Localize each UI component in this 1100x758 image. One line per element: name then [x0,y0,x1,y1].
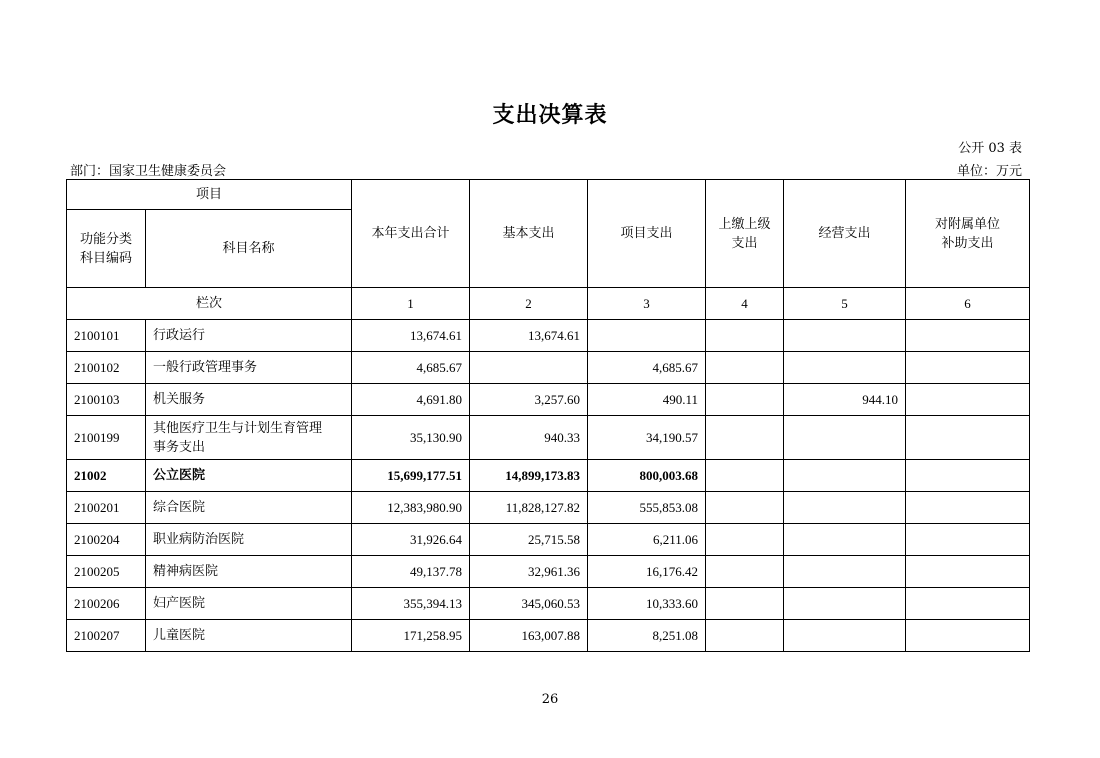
table-row [67,492,1030,524]
subject-name: 一般行政管理事务 [146,352,352,384]
total-cell: 355,394.13 [352,588,470,620]
basic-cell: 25,715.58 [470,524,588,556]
total-cell: 4,691.80 [352,384,470,416]
header-func-code: 功能分类 科目编码 [67,210,146,288]
upper-cell [706,556,784,588]
upper-cell [706,492,784,524]
table-row [67,620,1030,652]
table-row-subtotal [67,460,1030,492]
func-code: 2100101 [67,320,146,352]
subject-name: 其他医疗卫生与计划生育管理 事务支出 [146,416,352,460]
subject-name: 机关服务 [146,384,352,416]
func-code: 21002 [67,460,146,492]
total-cell: 35,130.90 [352,416,470,460]
business-cell: 944.10 [784,384,906,416]
total-cell: 4,685.67 [352,352,470,384]
header-total: 本年支出合计 [352,180,470,288]
subsidy-cell [906,320,1030,352]
project-cell: 10,333.60 [588,588,706,620]
table-row [67,416,1030,460]
subject-name: 妇产医院 [146,588,352,620]
subject-name: 儿童医院 [146,620,352,652]
unit-label: 单位：万元 [956,164,1022,179]
header-business: 经营支出 [784,180,906,288]
business-cell [784,492,906,524]
table-row [67,588,1030,620]
col-number: 2 [470,288,588,320]
total-cell: 12,383,980.90 [352,492,470,524]
business-cell [784,588,906,620]
business-cell [784,320,906,352]
subject-name: 职业病防治医院 [146,524,352,556]
subject-name: 公立医院 [146,460,352,492]
business-cell [784,524,906,556]
func-code: 2100102 [67,352,146,384]
project-cell: 490.11 [588,384,706,416]
table-row [67,320,1030,352]
col-number: 5 [784,288,906,320]
header-item: 项目 [67,180,352,210]
basic-cell [470,352,588,384]
table-row [67,556,1030,588]
business-cell [784,352,906,384]
subsidy-cell [906,416,1030,460]
col-number: 3 [588,288,706,320]
business-cell [784,556,906,588]
basic-cell: 32,961.36 [470,556,588,588]
table-row [67,352,1030,384]
header-subject-name: 科目名称 [146,210,352,288]
header-subsidy: 对附属单位 补助支出 [906,180,1030,288]
subsidy-cell [906,620,1030,652]
basic-cell: 3,257.60 [470,384,588,416]
business-cell [784,460,906,492]
expenditure-table [66,179,1030,652]
subject-name: 行政运行 [146,320,352,352]
func-code: 2100199 [67,416,146,460]
table-row [67,384,1030,416]
project-cell: 16,176.42 [588,556,706,588]
col-number: 4 [706,288,784,320]
total-cell: 15,699,177.51 [352,460,470,492]
table-row [67,524,1030,556]
report-title: 支出决算表 [492,103,608,128]
subject-name: 综合医院 [146,492,352,524]
func-code: 2100205 [67,556,146,588]
subsidy-cell [906,588,1030,620]
upper-cell [706,588,784,620]
project-cell: 555,853.08 [588,492,706,524]
col-number: 6 [906,288,1030,320]
basic-cell: 11,828,127.82 [470,492,588,524]
total-cell: 171,258.95 [352,620,470,652]
subsidy-cell [906,524,1030,556]
business-cell [784,620,906,652]
total-cell: 31,926.64 [352,524,470,556]
header-project: 项目支出 [588,180,706,288]
func-code: 2100207 [67,620,146,652]
project-cell [588,320,706,352]
upper-cell [706,460,784,492]
project-cell: 34,190.57 [588,416,706,460]
upper-cell [706,524,784,556]
department-label: 部门：国家卫生健康委员会 [70,164,227,179]
upper-cell [706,416,784,460]
subsidy-cell [906,492,1030,524]
business-cell [784,416,906,460]
basic-cell: 345,060.53 [470,588,588,620]
project-cell: 800,003.68 [588,460,706,492]
subsidy-cell [906,556,1030,588]
subsidy-cell [906,384,1030,416]
project-cell: 6,211.06 [588,524,706,556]
basic-cell: 13,674.61 [470,320,588,352]
project-cell: 4,685.67 [588,352,706,384]
subject-name: 精神病医院 [146,556,352,588]
func-code: 2100201 [67,492,146,524]
project-cell: 8,251.08 [588,620,706,652]
func-code: 2100204 [67,524,146,556]
col-number: 1 [352,288,470,320]
func-code: 2100103 [67,384,146,416]
header-basic: 基本支出 [470,180,588,288]
basic-cell: 163,007.88 [470,620,588,652]
upper-cell [706,384,784,416]
page-number: 26 [541,692,559,707]
upper-cell [706,320,784,352]
func-code: 2100206 [67,588,146,620]
subsidy-cell [906,352,1030,384]
basic-cell: 14,899,173.83 [470,460,588,492]
column-index-label: 栏次 [67,288,352,320]
subsidy-cell [906,460,1030,492]
header-upper: 上缴上级 支出 [706,180,784,288]
upper-cell [706,352,784,384]
basic-cell: 940.33 [470,416,588,460]
total-cell: 49,137.78 [352,556,470,588]
form-number: 公开 03 表 [958,141,1022,156]
total-cell: 13,674.61 [352,320,470,352]
upper-cell [706,620,784,652]
